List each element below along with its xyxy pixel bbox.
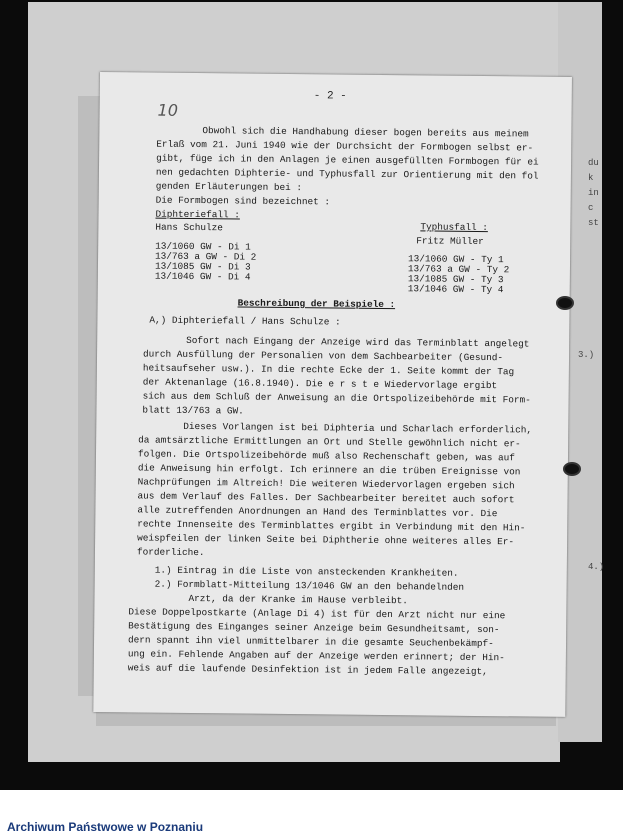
right-case-row: 13/1085 GW - Ty 3 <box>407 273 504 286</box>
paragraph-line: rechte Innenseite des Terminblattes ergibt in Verbindung mit den Hin- <box>137 518 526 534</box>
paragraph-line: folgen. Die Ortspolizeibehörde muß also Rechenschaft geben, was auf <box>137 448 515 464</box>
body-line: Erlaß vom 21. Juni 1940 wie der Durchsicht der Formbogen selbst er- <box>156 138 534 154</box>
paragraph-line: sich aus dem Schluß der Anweisung an die Ortspolizeibehörde mit Form- <box>142 390 531 406</box>
paragraph-line: heitsaufseher usw.). In die rechte Ecke der 1. Seite kommt der Tag <box>142 362 515 378</box>
paragraph-line: weis auf die laufende Desinfektion ist in jedem Falle angezeigt, <box>127 662 488 678</box>
list-item-continuation: Arzt, da der Kranke im Hause verbleibt. <box>188 592 408 607</box>
margin-note: in <box>588 188 599 198</box>
left-case-row: 13/1085 GW - Di 3 <box>154 260 251 273</box>
archive-footer <box>0 790 623 840</box>
binder-hole <box>563 462 581 476</box>
left-case-name: Hans Schulze <box>155 221 223 234</box>
list-item: 2.) Formblatt-Mitteilung 13/1046 GW an den behandelnden <box>154 578 465 593</box>
body-line: genden Erläuterungen bei : <box>155 180 303 194</box>
paragraph-line: Diese Doppelpostkarte (Anlage Di 4) ist für den Arzt nicht nur eine <box>128 606 506 622</box>
paragraph-line: durch Ausfüllung der Personalien von dem Sachbearbeiter (Gesund- <box>142 348 504 364</box>
paragraph-line: die Anweisung hin erfolgt. Ich erinnere an die trüben Ereignisse von <box>137 462 521 478</box>
left-case-row: 13/1060 GW - Di 1 <box>155 240 251 253</box>
binder-hole <box>556 296 574 310</box>
body-line: Die Formbogen sind bezeichnet : <box>155 194 331 208</box>
margin-note: du <box>588 158 599 168</box>
left-case-row: 13/763 a GW - Di 2 <box>155 250 257 263</box>
paragraph-line: Dieses Vorlangen ist bei Diphteria und Scharlach erforderlich, <box>183 420 533 436</box>
paragraph-line: alle zutreffenden Anordnungen an Hand des Terminblattes vor. Die <box>137 504 498 520</box>
paragraph-line: Bestätigung des Einganges seiner Anzeige beim Gesundheitsamt, son- <box>128 620 500 636</box>
paragraph-line: Nachprüfungen im Altreich! Die weiteren Wiedervorlagen ergeben sich <box>137 476 515 492</box>
right-case-name: Fritz Müller <box>416 235 484 248</box>
margin-note: 4.) <box>588 562 605 572</box>
margin-note: c <box>588 203 594 213</box>
right-case-row: 13/763 a GW - Ty 2 <box>407 263 510 276</box>
list-item: 1.) Eintrag in die Liste von ansteckenden Krankheiten. <box>154 564 459 579</box>
margin-note: k <box>588 173 594 183</box>
paragraph-line: der Aktenanlage (16.8.1940). Die e r s t e Wiedervorlage ergibt <box>142 376 498 392</box>
paragraph-line: dern spannt ihn viel unmittelbarer in die gesamte Seuchenbekämpf- <box>127 634 494 650</box>
body-line: Obwohl sich die Handhabung dieser bogen bereits aus meinem <box>202 125 529 140</box>
margin-note: st <box>588 218 599 228</box>
right-case-title: Typhusfall : <box>420 221 488 234</box>
margin-note: 3.) <box>578 350 595 360</box>
body-line: gibt, füge ich in den Anlagen je einen ausgefüllten Formbogen für ei <box>156 152 539 168</box>
paragraph-line: weispfeilen der linken Seite bei Diphtherie ohne weiteres alles Er- <box>137 532 515 548</box>
subsection-title: A,) Diphteriefall / Hans Schulze : <box>149 314 341 328</box>
left-case-title: Diphteriefall : <box>155 208 240 221</box>
paragraph-line: blatt 13/763 a GW. <box>142 404 244 417</box>
document-page <box>93 72 572 717</box>
left-case-row: 13/1046 GW - Di 4 <box>154 270 251 283</box>
paragraph-line: forderliche. <box>136 546 205 559</box>
right-case-row: 13/1046 GW - Ty 4 <box>407 283 504 296</box>
archive-label: Archiwum Państwowe w Poznaniu <box>7 820 204 834</box>
body-line: nen gedachten Diphterie- und Typhusfall zur Orientierung mit den fol <box>155 166 539 182</box>
paragraph-line: da amtsärztliche Ermittlungen an Ort und Stelle gewöhnlich nicht er- <box>138 434 521 450</box>
paragraph-line: aus dem Verlauf des Falles. Der Sachbearbeiter bereitet auch sofort <box>137 490 515 506</box>
handwritten-mark: 10 <box>157 100 179 120</box>
page-number: - 2 - <box>313 90 347 103</box>
right-case-row: 13/1060 GW - Ty 1 <box>408 253 504 266</box>
paragraph-line: ung ein. Fehlende Angaben auf der Anzeige werden erinnert; der Hin- <box>127 648 505 664</box>
paragraph-line: Sofort nach Eingang der Anzeige wird das Terminblatt angelegt <box>186 334 530 350</box>
section-title: Beschreibung der Beispiele : <box>237 297 396 311</box>
